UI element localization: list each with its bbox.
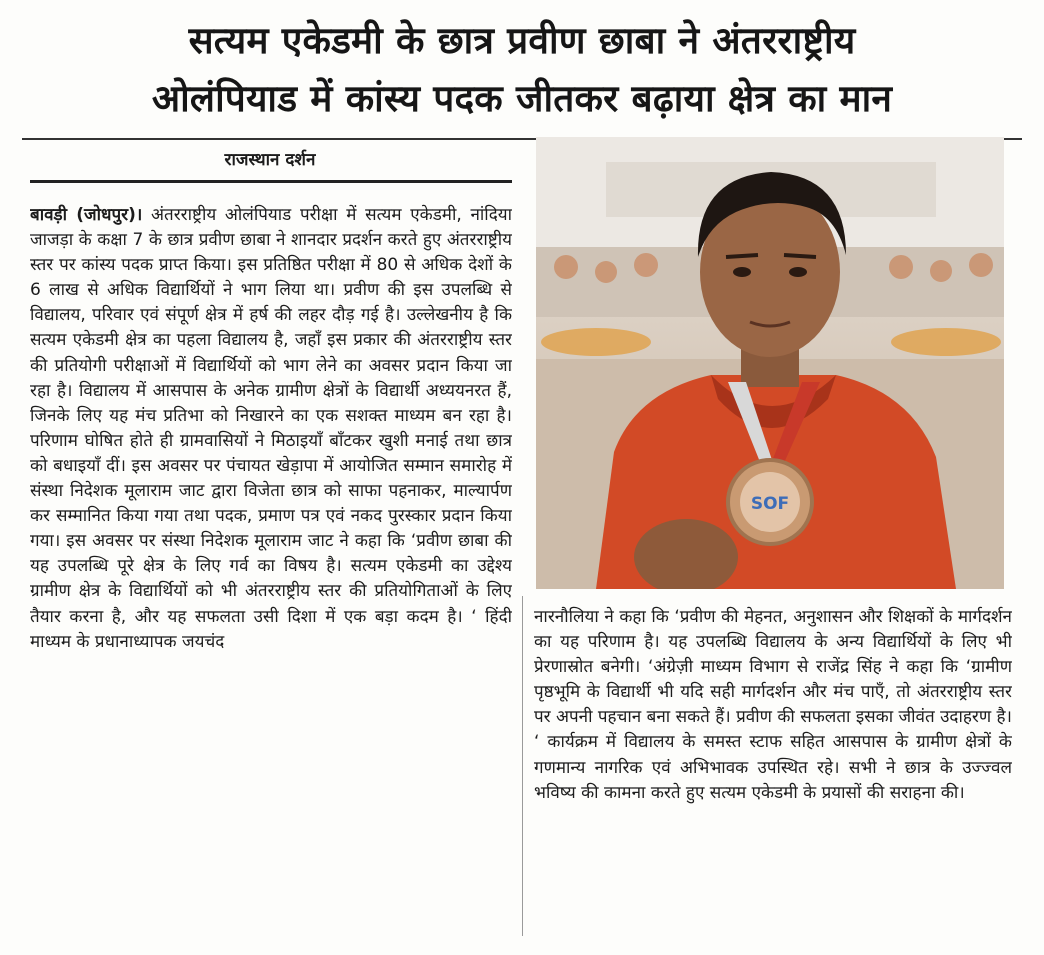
student-photo — [536, 137, 1004, 589]
body-text-left: अंतरराष्ट्रीय ओलंपियाड परीक्षा में सत्यम एकेडमी, नांदिया जाजड़ा के कक्षा 7 के छात्र प्रवीण छाबा ने शानदार प्रदर्शन करते हुए अंतरराष्ट्रीय स्तर पर कांस्य पदक प्राप्त किया। इस प्रतिष्ठित परीक्षा में 80 से अधिक देशों के 6 लाख से अधिक विद्यार्थियों ने भाग लिया था। प्रवीण की इस उपलब्धि से विद्यालय, परिवार एवं संपूर्ण क्षेत्र में हर्ष की लहर दौड़ गई है। उल्लेखनीय है कि सत्यम एकेडमी क्षेत्र का पहला विद्यालय है, जहाँ इस प्रकार की अंतरराष्ट्रीय स्तर की प्रतियोगी परीक्षाओं में विद्यार्थियों को भाग लेने का अवसर प्रदान किया जा रहा है। विद्यालय में आसपास के अनेक ग्रामीण क्षेत्रों के विद्यार्थी अध्ययनरत हैं, जिनके लिए यह मंच प्रतिभा को निखारने का एक सशक्त माध्यम बन रहा है। परिणाम घोषित होते ही ग्रामवासियों ने मिठाइयाँ बाँटकर खुशी मनाई तथा छात्र को बधाइयाँ दीं। इस अवसर पर पंचायत खेड़ापा में आयोजित सम्मान समारोह में संस्था निदेशक मूलाराम जाट द्वारा विजेता छात्र को साफा पहनाकर, माल्यार्पण कर सम्मानित किया गया तथा पदक, प्रमाण पत्र एवं नकद पुरस्कार प्रदान किया गया। इस अवसर पर संस्था निदेशक मूलाराम जाट ने कहा कि ‘प्रवीण छाबा की यह उपलब्धि पूरे क्षेत्र के लिए गर्व का विषय है। सत्यम एकेडमी का उद्देश्य ग्रामीण क्षेत्र के विद्यार्थियों को भी अंतरराष्ट्रीय स्तर की प्रतियोगिताओं के लिए तैयार करना है, और यह सफलता उसी दिशा में एक बड़ा कदम है। ‘ हिंदी माध्यम के प्रधानाध्यापक जयचंद — [30, 205, 512, 652]
article-column-right — [534, 605, 1012, 945]
dateline: बावड़ी (जोधपुर)। — [30, 205, 143, 225]
body-text-right: नारनौलिया ने कहा कि ‘प्रवीण की मेहनत, अनुशासन और शिक्षकों के मार्गदर्शन का यह परिणाम है। यह उपलब्धि विद्यालय के अन्य विद्यार्थियों के लिए भी प्रेरणास्रोत बनेगी। ‘अंग्रेज़ी माध्यम विभाग से राजेंद्र सिंह ने कहा कि ‘ग्रामीण पृष्ठभूमि के विद्यार्थी भी यदि सही मार्गदर्शन और मंच पाएँ, तो अंतरराष्ट्रीय स्तर पर अपनी पहचान बना सकते हैं। प्रवीण की सफलता इसका जीवंत उदाहरण है। ‘ कार्यक्रम में विद्यालय के समस्त स्टाफ सहित आसपास के ग्रामीण क्षेत्रों के गणमान्य नागरिक एवं अभिभावक उपस्थित रहे। सभी ने छात्र के उज्ज्वल भविष्य की कामना करते हुए सत्यम एकेडमी के प्रयासों की सराहना की। — [534, 607, 1012, 803]
medal-label: SOF — [750, 494, 790, 514]
byline: राजस्थान दर्शन — [224, 150, 316, 170]
headline-line-2: ओलंपियाड में कांस्य पदक जीतकर बढ़ाया क्षेत्र का मान — [151, 77, 893, 120]
column-divider — [522, 596, 523, 936]
byline-rule — [30, 180, 512, 183]
headline-line-1: सत्यम एकेडमी के छात्र प्रवीण छाबा ने अंतरराष्ट्रीय — [188, 19, 856, 62]
headline — [0, 12, 1044, 128]
article-column-left — [30, 203, 512, 948]
